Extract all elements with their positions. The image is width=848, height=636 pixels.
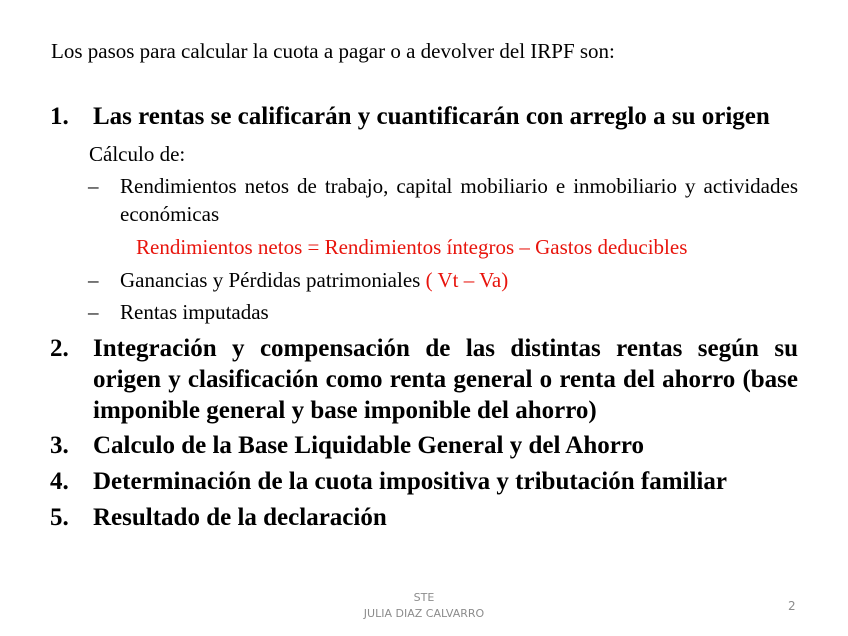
dash-bullet: –	[88, 300, 99, 324]
page-number: 2	[788, 599, 796, 613]
footer-author: JULIA DIAZ CALVARRO	[363, 607, 485, 620]
step-text: Determinación de la cuota impositiva y tributación familiar	[93, 468, 727, 495]
footer	[324, 590, 524, 622]
step-text: Calculo de la Base Liquidable General y del Ahorro	[93, 432, 644, 459]
step-number: 3.	[50, 432, 69, 459]
footer-line-1: STE	[413, 591, 435, 604]
list-item-text: Rendimientos netos de trabajo, capital mobiliario e inmobiliario y actividades económicas	[120, 174, 798, 226]
dash-bullet: –	[88, 268, 99, 292]
list-item-rendimientos	[88, 172, 798, 228]
step-number: 5.	[50, 504, 69, 531]
list-item-imputadas	[88, 298, 798, 326]
list-item-text: Ganancias y Pérdidas patrimoniales	[120, 268, 421, 292]
intro-text: Los pasos para calcular la cuota a pagar o a devolver del IRPF son:	[51, 39, 615, 63]
step-text: Resultado de la declaración	[93, 504, 387, 531]
dash-bullet: –	[88, 174, 99, 198]
calc-label: Cálculo de:	[89, 142, 186, 166]
formula-rendimientos: Rendimientos netos = Rendimientos íntegros – Gastos deducibles	[136, 235, 688, 259]
step-number: 1.	[50, 103, 69, 130]
step-1	[50, 101, 798, 132]
step-3	[50, 430, 798, 461]
step-number: 2.	[50, 335, 69, 362]
step-number: 4.	[50, 468, 69, 495]
formula-ganancias: ( Vt – Va)	[420, 268, 509, 292]
step-5	[50, 502, 798, 533]
list-item-ganancias	[88, 266, 798, 294]
step-text: Las rentas se calificarán y cuantificarán con arreglo a su origen	[93, 103, 770, 130]
step-text: Integración y compensación de las distintas rentas según su origen y clasificación como renta general o renta del ahorro (base imponible general y base imponible del ahorro)	[93, 335, 798, 424]
step-2	[50, 333, 798, 426]
list-item-content	[120, 266, 798, 294]
step-4	[50, 466, 798, 497]
list-item-text: Rentas imputadas	[120, 300, 269, 324]
